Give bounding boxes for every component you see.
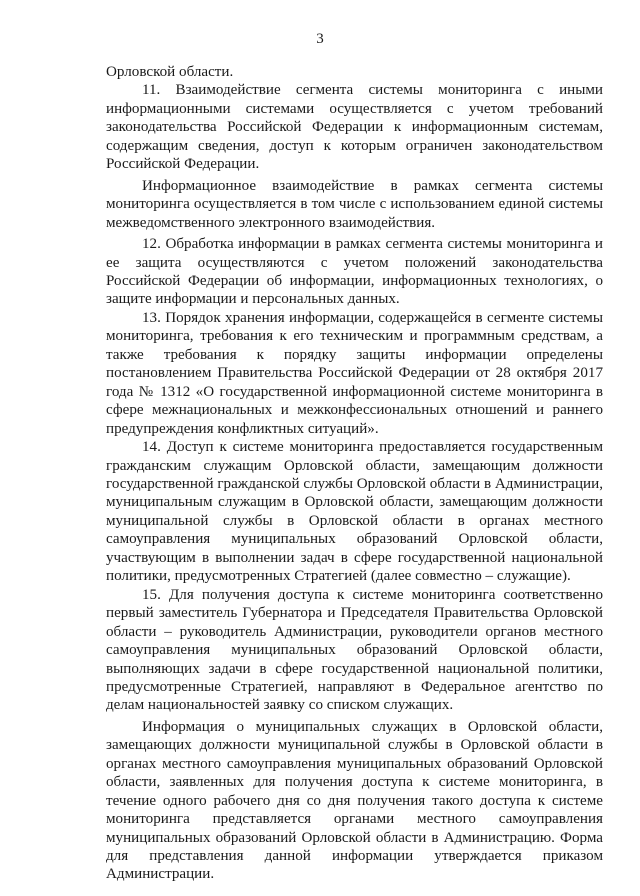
document-body — [106, 63, 603, 884]
paragraph-continuation: Орловской области. — [106, 64, 234, 80]
paragraph-item-15: 15. Для получения доступа к системе мониторинга соответственно первый заместитель Губернатора и Председателя Правительства Орловской области – руководитель Администрации, руководители органов местного самоуправления муниципальных образований Орловской области, выполняющих задачи в сфере государственной национальной политики, предусмотренные Стратегией, направляют в Федеральное агентство по делам национальностей заявку со списком служащих. — [106, 586, 603, 714]
paragraph-item-12: 12. Обработка информации в рамках сегмента системы мониторинга и ее защита осуществляются с учетом положений законодательства Российской Федерации об информации, информационных технологиях, о защите информации и персональных данных. — [106, 236, 603, 308]
paragraph-item-14: 14. Доступ к системе мониторинга предоставляется государственным гражданским служащим Орловской области, замещающим должности государственной гражданской службы Орловской области в Администрации, муниципальным служащим в Орловской области, замещающим должности муниципальной службы в Орловской области в органах местного самоуправления муниципальных образований Орловской области, участвующим в выполнении задач в сфере государственной национальной политики, предусмотренных Стратегией (далее совместно – служащие). — [106, 439, 603, 585]
page-number: 3 — [316, 31, 324, 47]
paragraph-municipal-info: Информация о муниципальных служащих в Орловской области, замещающих должности муниципальной службы в Орловской области в органах местного самоуправления муниципальных образований Орловской области, заявленных для получения доступа к системе мониторинга, в течение одного рабочего дня со дня получения такого доступа к системе мониторинга представляется органами местного самоуправления муниципальных образований Орловской области в Администрацию. Форма для представления данной информации утверждается приказом Администрации. — [106, 718, 603, 883]
paragraph-item-13: 13. Порядок хранения информации, содержащейся в сегменте системы мониторинга, требования к его техническим и программным средствам, а также требования к порядку защиты информации определены постановлением Правительства Российской Федерации от 28 октября 2017 года № 1312 «О государственной информационной системе мониторинга в сфере межнациональных и межконфессиональных отношений и раннего предупреждения конфликтных ситуаций». — [106, 309, 603, 437]
paragraph-item-11: 11. Взаимодействие сегмента системы мониторинга с иными информационными системами осуществляется с учетом требований законодательства Российской Федерации к информационным системам, содержащим сведения, доступ к которым ограничен законодательством Российской Федерации. — [106, 82, 603, 173]
paragraph-information-interaction: Информационное взаимодействие в рамках сегмента системы мониторинга осуществляется в том числе с использованием единой системы межведомственного электронного взаимодействия. — [106, 177, 603, 231]
